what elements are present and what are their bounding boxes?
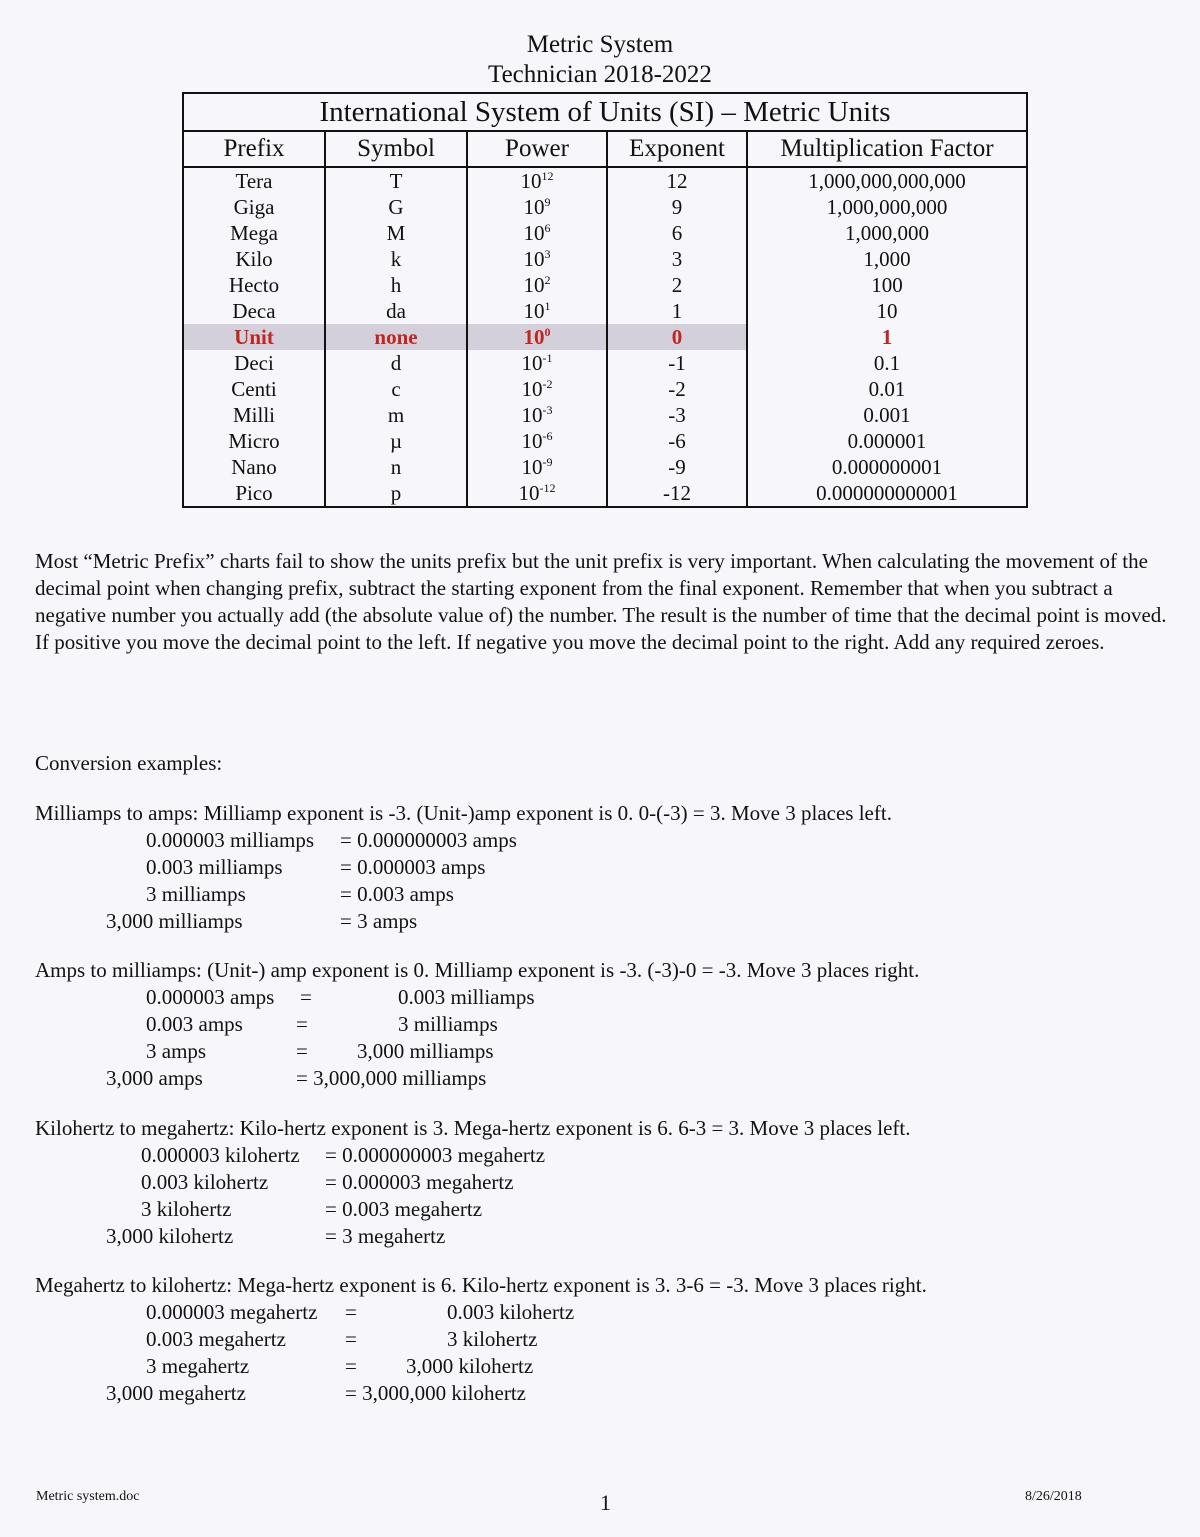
cell-exponent: -6 <box>607 428 747 454</box>
example-to-value: 3,000 kilohertz <box>406 1354 534 1378</box>
cell-exponent: 3 <box>607 246 747 272</box>
cell-prefix: Hecto <box>183 272 325 298</box>
cell-symbol: m <box>325 402 467 428</box>
example-to-value: = 0.003 megahertz <box>325 1197 483 1221</box>
cell-power <box>467 298 607 324</box>
cell-multiplication-factor: 1,000,000,000,000 <box>747 167 1027 194</box>
example-from-value: 0.003 megahertz <box>146 1327 286 1351</box>
cell-prefix: Giga <box>183 194 325 220</box>
cell-symbol: da <box>325 298 467 324</box>
cell-multiplication-factor: 1,000,000 <box>747 220 1027 246</box>
table-row <box>183 454 1027 480</box>
cell-power <box>467 167 607 194</box>
cell-prefix: Tera <box>183 167 325 194</box>
example-to-value: = 0.000003 megahertz <box>325 1170 514 1194</box>
cell-exponent: -9 <box>607 454 747 480</box>
table-row <box>183 350 1027 376</box>
column-header-power: Power <box>467 131 607 167</box>
cell-power <box>467 480 607 507</box>
example-from-value: 0.000003 kilohertz <box>141 1143 300 1167</box>
table-row <box>183 428 1027 454</box>
example-from-value: 0.000003 megahertz <box>146 1300 318 1324</box>
power-base: 10 <box>521 351 543 375</box>
example-to-value: = 3,000,000 milliamps <box>296 1066 487 1090</box>
power-superscript: 6 <box>544 221 551 235</box>
cell-power <box>467 402 607 428</box>
example-equals-sign: = <box>345 1354 357 1378</box>
cell-symbol: d <box>325 350 467 376</box>
power-superscript: 3 <box>544 247 551 261</box>
table-row <box>183 167 1027 194</box>
example-from-value: 0.003 milliamps <box>146 855 283 879</box>
example-from-value: 3 kilohertz <box>141 1197 232 1221</box>
cell-symbol: p <box>325 480 467 507</box>
example-to-value: = 0.000003 amps <box>340 855 486 879</box>
cell-exponent: -3 <box>607 402 747 428</box>
example-from-value: 3 megahertz <box>146 1354 250 1378</box>
example-from-value: 3,000 kilohertz <box>106 1224 234 1248</box>
footer-date: 8/26/2018 <box>1025 1489 1082 1504</box>
example-from-value: 0.000003 milliamps <box>146 828 314 852</box>
example-from-value: 3 amps <box>146 1039 207 1063</box>
example-to-value: = 3 megahertz <box>325 1224 446 1248</box>
table-caption: International System of Units (SI) – Metric Units <box>182 92 1028 130</box>
cell-prefix: Centi <box>183 376 325 402</box>
example-heading: Milliamps to amps: Milliamp exponent is -3. (Unit-)amp exponent is 0. 0-(-3) = 3. Move 3 places left. <box>35 801 892 825</box>
power-base: 10 <box>521 377 543 401</box>
cell-symbol: none <box>325 324 467 350</box>
power-superscript: 0 <box>544 325 551 339</box>
cell-prefix: Mega <box>183 220 325 246</box>
power-base: 10 <box>523 195 545 219</box>
cell-prefix: Nano <box>183 454 325 480</box>
cell-multiplication-factor: 10 <box>747 298 1027 324</box>
cell-power <box>467 324 607 350</box>
cell-multiplication-factor: 1,000 <box>747 246 1027 272</box>
column-header-prefix: Prefix <box>183 131 325 167</box>
table-row <box>183 324 1027 350</box>
cell-multiplication-factor: 0.1 <box>747 350 1027 376</box>
cell-exponent: -12 <box>607 480 747 507</box>
power-superscript: -12 <box>539 481 556 495</box>
table-row <box>183 298 1027 324</box>
power-base: 10 <box>521 429 543 453</box>
conversion-examples-heading: Conversion examples: <box>35 751 223 775</box>
table-body <box>183 167 1027 507</box>
cell-prefix: Pico <box>183 480 325 507</box>
table-row <box>183 272 1027 298</box>
cell-power <box>467 194 607 220</box>
column-header-multiplication-factor: Multiplication Factor <box>747 131 1027 167</box>
example-from-value: 3,000 amps <box>106 1066 203 1090</box>
cell-prefix: Deci <box>183 350 325 376</box>
cell-symbol: M <box>325 220 467 246</box>
example-from-value: 0.003 amps <box>146 1012 243 1036</box>
cell-power <box>467 376 607 402</box>
explanation-paragraph: Most “Metric Prefix” charts fail to show the units prefix but the unit prefix is very important. When calculating the movement of the decimal point when changing prefix, subtract the starting exponent from the final exponent. Remember that when you subtract a negative number you actually add (the absolute value of) the number. The result is the number of time that the decimal point is moved. If positive you move the decimal point to the left. If negative you move the decimal point to the right. Add any required zeroes. <box>35 549 1167 654</box>
power-superscript: -1 <box>542 351 553 365</box>
cell-multiplication-factor: 0.01 <box>747 376 1027 402</box>
cell-exponent: 12 <box>607 167 747 194</box>
power-superscript: -2 <box>542 377 553 391</box>
example-to-value: 3 kilohertz <box>447 1327 538 1351</box>
example-from-value: 0.003 kilohertz <box>141 1170 269 1194</box>
cell-symbol: G <box>325 194 467 220</box>
power-base: 10 <box>521 403 543 427</box>
power-superscript: 2 <box>544 273 551 287</box>
cell-exponent: 0 <box>607 324 747 350</box>
cell-multiplication-factor: 0.001 <box>747 402 1027 428</box>
example-to-value: 0.003 kilohertz <box>447 1300 575 1324</box>
power-superscript: 12 <box>541 169 554 183</box>
example-to-value: = 0.000000003 amps <box>340 828 517 852</box>
cell-multiplication-factor: 0.000001 <box>747 428 1027 454</box>
footer-page-number: 1 <box>600 1490 611 1515</box>
column-header-symbol: Symbol <box>325 131 467 167</box>
example-equals-sign: = <box>345 1327 357 1351</box>
power-base: 10 <box>523 273 545 297</box>
cell-symbol: k <box>325 246 467 272</box>
example-heading: Megahertz to kilohertz: Mega-hertz exponent is 6. Kilo-hertz exponent is 3. 3-6 = -3. Move 3 places right. <box>35 1273 927 1297</box>
power-base: 10 <box>523 247 545 271</box>
power-base: 10 <box>523 299 545 323</box>
table-row <box>183 402 1027 428</box>
example-from-value: 3 milliamps <box>146 882 246 906</box>
example-to-value: 0.003 milliamps <box>398 985 535 1009</box>
table-row <box>183 220 1027 246</box>
cell-exponent: 9 <box>607 194 747 220</box>
cell-exponent: 2 <box>607 272 747 298</box>
power-base: 10 <box>518 481 540 505</box>
example-heading: Kilohertz to megahertz: Kilo-hertz exponent is 3. Mega-hertz exponent is 6. 6-3 = 3. Move 3 places left. <box>35 1116 911 1140</box>
table-row <box>183 480 1027 507</box>
cell-power <box>467 350 607 376</box>
power-base: 10 <box>520 169 542 193</box>
example-from-value: 3,000 milliamps <box>106 909 243 933</box>
cell-symbol: h <box>325 272 467 298</box>
cell-exponent: -1 <box>607 350 747 376</box>
cell-multiplication-factor: 0.000000001 <box>747 454 1027 480</box>
cell-power <box>467 428 607 454</box>
cell-symbol: c <box>325 376 467 402</box>
cell-exponent: 1 <box>607 298 747 324</box>
cell-symbol: T <box>325 167 467 194</box>
example-equals-sign: = <box>296 1012 308 1036</box>
cell-exponent: 6 <box>607 220 747 246</box>
document-subtitle: Technician 2018-2022 <box>488 61 712 88</box>
power-base: 10 <box>523 325 545 349</box>
example-heading: Amps to milliamps: (Unit-) amp exponent is 0. Milliamp exponent is -3. (-3)-0 = -3. Move 3 places right. <box>35 958 920 982</box>
footer-filename: Metric system.doc <box>36 1489 140 1504</box>
cell-power <box>467 220 607 246</box>
example-to-value: = 3,000,000 kilohertz <box>345 1381 526 1405</box>
cell-power <box>467 454 607 480</box>
table-row <box>183 376 1027 402</box>
table-row <box>183 246 1027 272</box>
document-title: Metric System <box>526 31 674 58</box>
cell-prefix: Micro <box>183 428 325 454</box>
cell-prefix: Unit <box>183 324 325 350</box>
example-to-value: 3,000 milliamps <box>357 1039 494 1063</box>
cell-symbol: µ <box>325 428 467 454</box>
power-base: 10 <box>523 221 545 245</box>
cell-prefix: Milli <box>183 402 325 428</box>
example-from-value: 3,000 megahertz <box>106 1381 246 1405</box>
power-superscript: -3 <box>542 403 553 417</box>
example-equals-sign: = <box>296 1039 308 1063</box>
example-to-value: = 3 amps <box>340 909 418 933</box>
power-superscript: 9 <box>544 195 551 209</box>
cell-power <box>467 246 607 272</box>
si-prefix-table <box>182 92 1028 508</box>
column-header-exponent: Exponent <box>607 131 747 167</box>
power-superscript: -6 <box>542 429 553 443</box>
example-to-value: 3 milliamps <box>398 1012 498 1036</box>
power-superscript: -9 <box>542 455 553 469</box>
cell-prefix: Kilo <box>183 246 325 272</box>
example-equals-sign: = <box>300 985 312 1009</box>
cell-symbol: n <box>325 454 467 480</box>
example-from-value: 0.000003 amps <box>146 985 275 1009</box>
power-base: 10 <box>521 455 543 479</box>
cell-multiplication-factor: 1,000,000,000 <box>747 194 1027 220</box>
cell-multiplication-factor: 1 <box>747 324 1027 350</box>
example-to-value: = 0.000000003 megahertz <box>325 1143 546 1167</box>
cell-multiplication-factor: 0.000000000001 <box>747 480 1027 507</box>
example-equals-sign: = <box>345 1300 357 1324</box>
table-row <box>183 194 1027 220</box>
cell-prefix: Deca <box>183 298 325 324</box>
example-to-value: = 0.003 amps <box>340 882 454 906</box>
power-superscript: 1 <box>544 299 551 313</box>
cell-power <box>467 272 607 298</box>
cell-multiplication-factor: 100 <box>747 272 1027 298</box>
cell-exponent: -2 <box>607 376 747 402</box>
